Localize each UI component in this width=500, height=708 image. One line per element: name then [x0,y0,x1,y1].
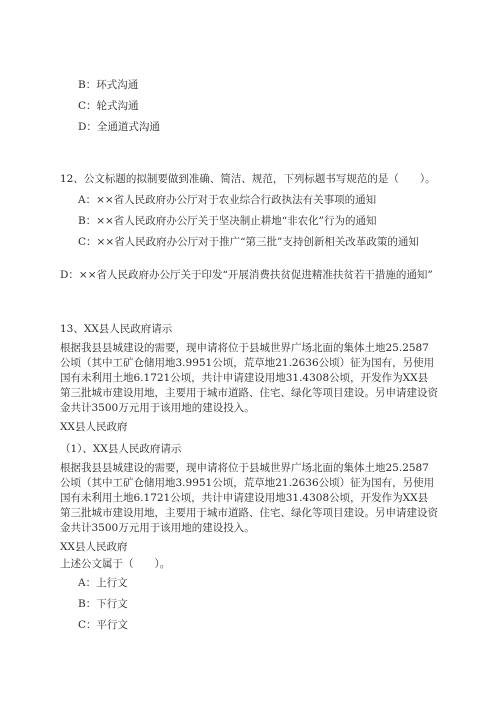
question-12-option-c: C：××省人民政府办公厅对于推广“第三批”支持创新相关改革政策的通知 [78,236,419,248]
option-b-prev: B：环式沟通 [78,79,139,91]
question-13-option-a: A：上行文 [78,577,128,589]
question-13-paragraph-2: 根据我县县城建设的需要，现申请将位于县城世界广场北面的集体土地25.2587公顷（其中工矿仓储用地3.9951公顷，荒草地21.2636公顷）征为国有，另使用国有未利用土地6.1721公顷，共计申请建设用地31.4308公顷，开发作为XX县第三批城市建设用地，主要用于城市道路、住宅、绿化等项目建设。另申请建设资金共计3500万元用于该用地的建设投入。 [60,462,438,534]
question-13-option-c: C：平行文 [78,619,129,631]
question-12-option-b: B：××省人民政府办公厅关于坚决制止耕地“非农化”行为的通知 [78,215,377,227]
question-13-title: 13、XX县人民政府请示 [60,323,173,335]
question-12-option-d: D：××省人民政府办公厅关于印发“开展消费扶贫促进精准扶贫若干措施的通知” [60,269,433,281]
question-12-option-a: A：××省人民政府办公厅对于农业综合行政执法有关事项的通知 [78,194,377,206]
question-13-subtitle: （1）、XX县人民政府请示 [60,443,182,455]
option-d-prev: D：全通道式沟通 [78,121,160,133]
question-13-prompt: 上述公文属于（ ）。 [60,558,171,570]
question-12-stem: 12、公文标题的拟制要做到准确、简洁、规范，下列标题书写规范的是（ ）。 [60,173,436,185]
question-13-signature-2: XX县人民政府 [60,541,128,553]
question-13-option-b: B：下行文 [78,598,128,610]
question-13-paragraph-1: 根据我县县城建设的需要，现申请将位于县城世界广场北面的集体土地25.2587公顷（其中工矿仓储用地3.9951公顷，荒草地21.2636公顷）征为国有，另使用国有未利用土地6.1721公顷，共计申请建设用地31.4308公顷，开发作为XX县第三批城市建设用地，主要用于城市道路、住宅、绿化等项目建设。另申请建设资金共计3500万元用于该用地的建设投入。 [60,342,438,414]
question-13-signature-1: XX县人民政府 [60,421,128,433]
option-c-prev: C：轮式沟通 [78,100,139,112]
